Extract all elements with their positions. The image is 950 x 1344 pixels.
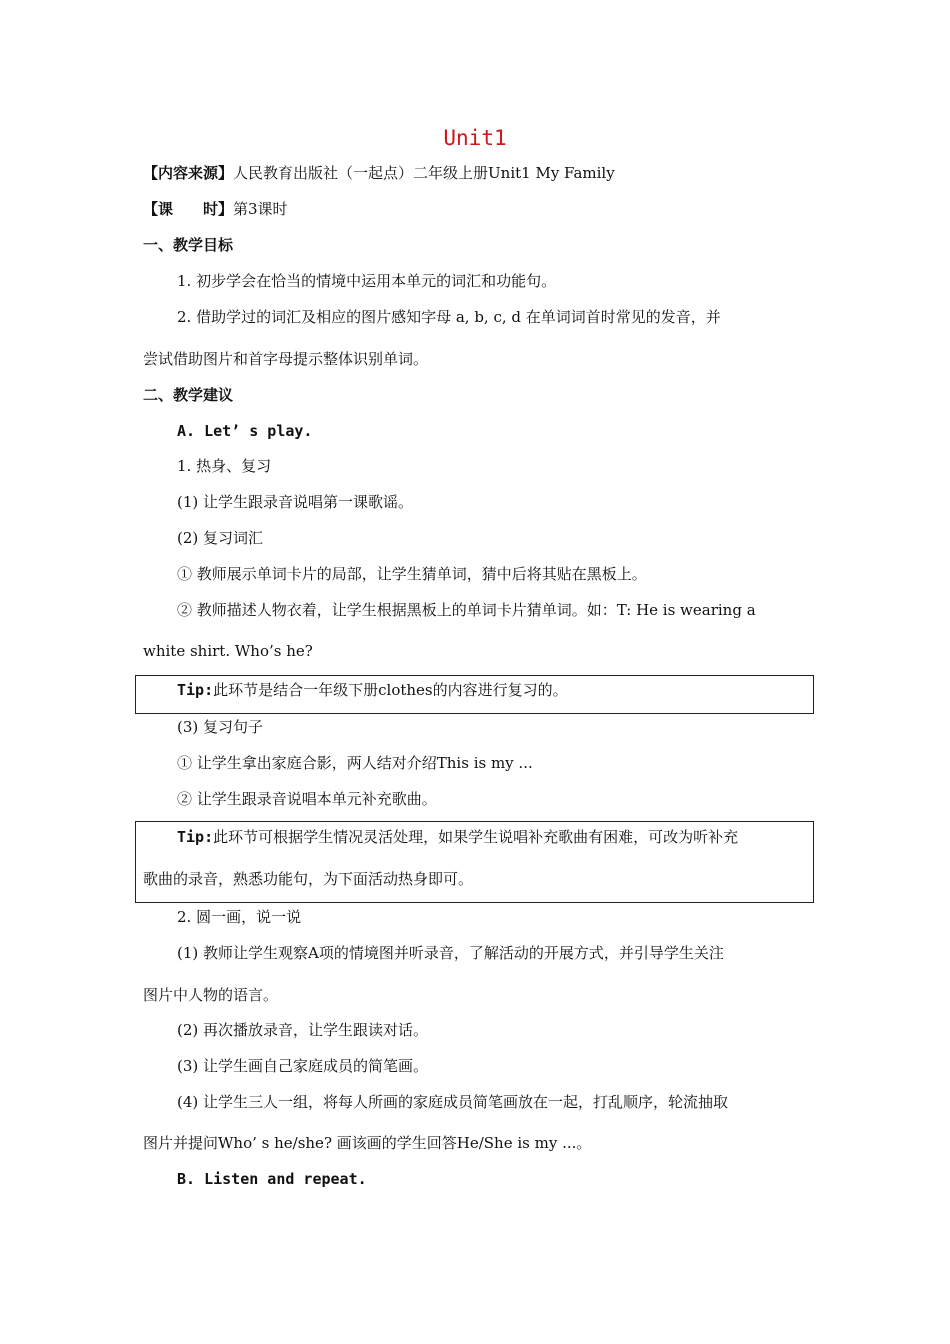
objective-item-2: 2. 借助学过的词汇及相应的图片感知字母 a, b, c, d 在单词词首时常见的发音，并 (177, 308, 721, 326)
sentence-step-1: ① 让学生拿出家庭合影，两人结对介绍This is my ... (177, 754, 533, 772)
sentence-step-2: ② 让学生跟录音说唱本单元补充歌曲。 (177, 790, 437, 808)
lesson-period-label: 【课 时】 (143, 200, 234, 218)
activity-step-1: (1) 教师让学生观察A项的情境图并听录音，了解活动的开展方式，并引导学生关注 (177, 944, 724, 962)
activity-step-1-cont: 图片中人物的语言。 (143, 986, 279, 1004)
activity-step-3: (3) 让学生画自己家庭成员的简笔画。 (177, 1057, 429, 1075)
lesson-period (143, 199, 950, 219)
vocab-step-1: ① 教师展示单词卡片的局部，让学生猜单词，猜中后将其贴在黑板上。 (177, 565, 647, 583)
activity-step-2: (2) 再次播放录音，让学生跟读对话。 (177, 1021, 429, 1039)
vocab-step-2: ② 教师描述人物衣着，让学生根据黑板上的单词卡片猜单词。如：T: He is wearing a (177, 601, 756, 619)
activity-step-4-cont: 图片并提问Who’ s he/she? 画该画的学生回答He/She is my ...。 (143, 1134, 592, 1152)
page-title: Unit1 (443, 126, 507, 150)
lesson-period-text: 第3课时 (233, 200, 288, 218)
tip-2 (177, 827, 950, 847)
tip-2-text: 此环节可根据学生情况灵活处理，如果学生说唱补充歌曲有困难，可改为听补充 (213, 828, 739, 846)
review-sentences-heading: (3) 复习句子 (177, 718, 264, 736)
activity-step-4: (4) 让学生三人一组，将每人所画的家庭成员简笔画放在一起，打乱顺序，轮流抽取 (177, 1093, 729, 1111)
vocab-step-2-cont: white shirt. Who’s he? (143, 642, 313, 660)
content-source-label: 【内容来源】 (143, 164, 234, 182)
tip-1 (177, 680, 950, 700)
section-heading-suggestions: 二、教学建议 (143, 386, 234, 404)
content-source-text: 人民教育出版社（一起点）二年级上册Unit1 My Family (233, 164, 615, 182)
content-source (143, 163, 950, 183)
warmup-step-2: (2) 复习词汇 (177, 529, 264, 547)
part-a-heading: A. Let’ s play. (177, 422, 313, 440)
objective-item-1: 1. 初步学会在恰当的情境中运用本单元的词汇和功能句。 (177, 272, 557, 290)
warmup-step-1: (1) 让学生跟录音说唱第一课歌谣。 (177, 493, 414, 511)
tip-1-label: Tip: (177, 681, 214, 699)
activity-2-heading: 2. 圆一画，说一说 (177, 908, 302, 926)
warmup-heading: 1. 热身、复习 (177, 457, 272, 475)
tip-2-label: Tip: (177, 828, 214, 846)
part-b-heading: B. Listen and repeat. (177, 1170, 367, 1188)
section-heading-objectives: 一、教学目标 (143, 236, 234, 254)
tip-2-cont: 歌曲的录音，熟悉功能句，为下面活动热身即可。 (143, 870, 474, 888)
tip-1-text: 此环节是结合一年级下册clothes的内容进行复习的。 (213, 681, 568, 699)
objective-item-2-cont: 尝试借助图片和首字母提示整体识别单词。 (143, 350, 429, 368)
